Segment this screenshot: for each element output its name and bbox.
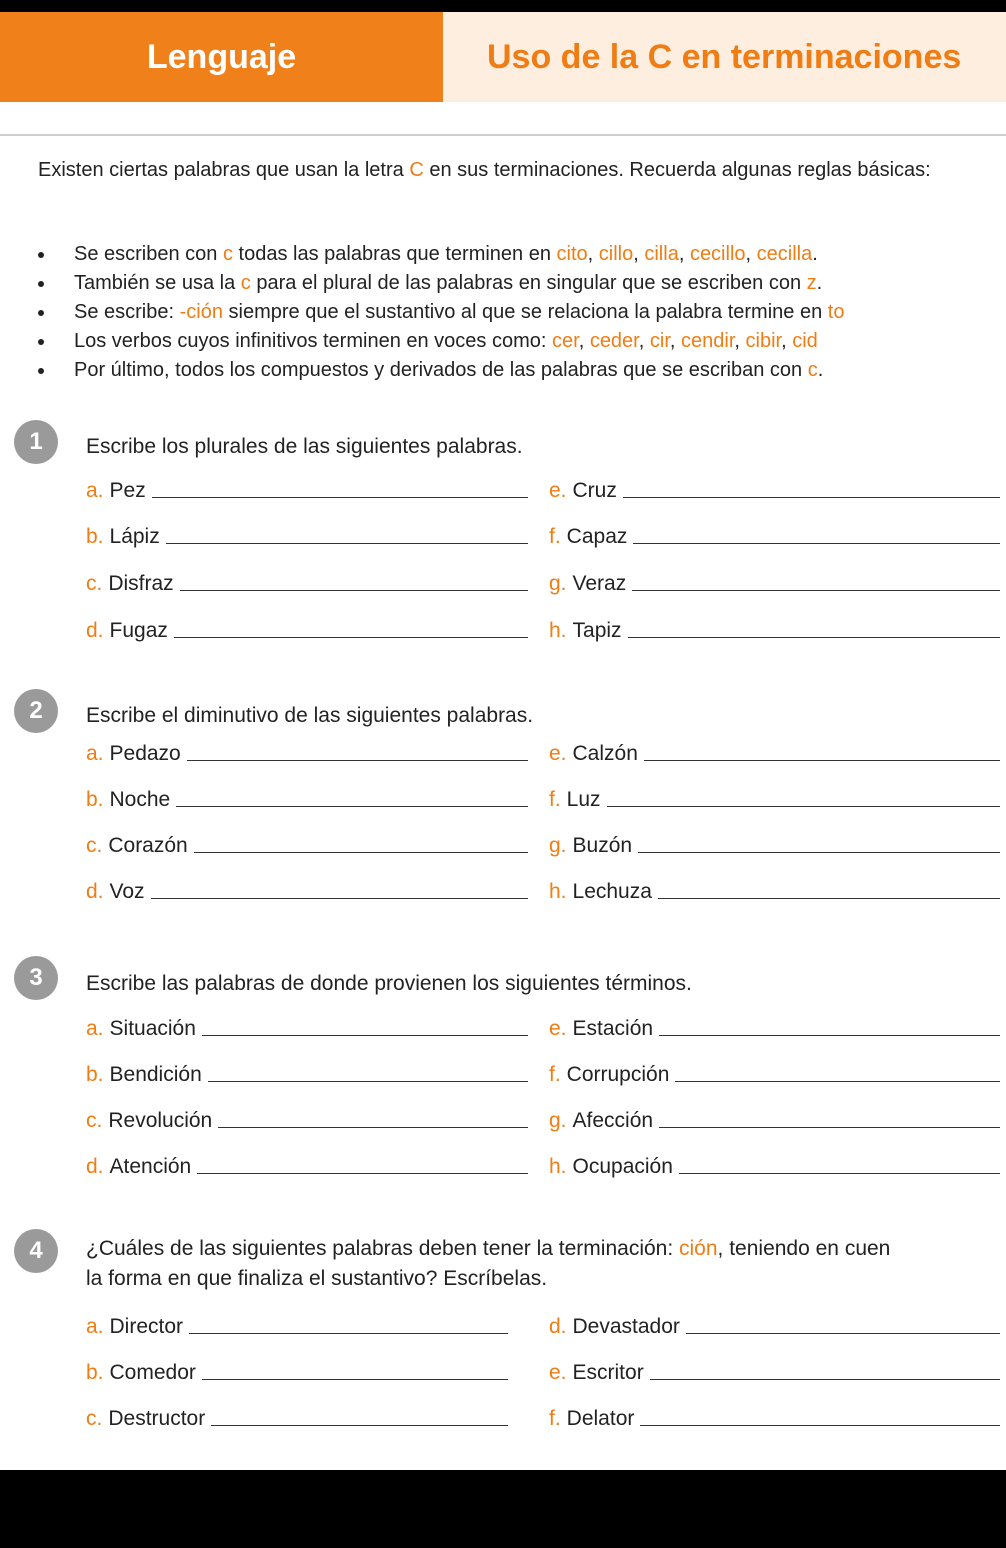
exercise-item — [86, 475, 528, 503]
highlight-text: c — [222, 243, 233, 265]
item-word: Director — [109, 1315, 184, 1338]
item-letter: e. — [549, 742, 567, 765]
item-letter: c. — [86, 1109, 103, 1132]
item-letter: d. — [86, 880, 104, 903]
item-letter: f. — [549, 1063, 561, 1086]
exercise-item — [549, 615, 1000, 643]
item-letter: a. — [86, 479, 104, 502]
exercise-item — [549, 1013, 1000, 1041]
exercise-item — [549, 1311, 1000, 1339]
text-run: , — [734, 330, 746, 352]
subject-banner — [0, 12, 443, 102]
exercise-number-badge: 1 — [14, 420, 58, 464]
item-word: Atención — [109, 1155, 192, 1178]
answer-blank-line[interactable] — [218, 1127, 528, 1128]
item-word: Buzón — [572, 834, 633, 857]
highlight-text: -ción — [179, 301, 223, 323]
intro-highlight-letter: C — [409, 159, 424, 181]
exercise-item — [86, 1105, 528, 1133]
item-word: Fugaz — [109, 619, 168, 642]
item-letter: h. — [549, 1155, 567, 1178]
exercise-item — [86, 830, 528, 858]
item-letter: b. — [86, 1361, 104, 1384]
item-letter: a. — [86, 742, 104, 765]
answer-blank-line[interactable] — [189, 1333, 508, 1334]
answer-blank-line[interactable] — [208, 1081, 528, 1082]
exercise-item — [86, 1151, 528, 1179]
item-word: Lechuza — [572, 880, 652, 903]
exercise-item — [86, 521, 528, 549]
answer-blank-line[interactable] — [659, 1127, 1000, 1128]
exercise-instruction: Escribe los plurales de las siguientes palabras. — [86, 435, 523, 458]
item-word: Corazón — [108, 834, 188, 857]
text-run: , — [578, 330, 590, 352]
item-word: Lápiz — [109, 525, 160, 548]
highlight-text: cecilla — [756, 243, 813, 265]
item-word: Situación — [109, 1017, 196, 1040]
exercise-item — [86, 1013, 528, 1041]
highlight-text: cibir — [745, 330, 782, 352]
exercise-item — [549, 738, 1000, 766]
item-word: Calzón — [572, 742, 638, 765]
answer-blank-line[interactable] — [166, 543, 528, 544]
answer-blank-line[interactable] — [176, 806, 528, 807]
item-letter: d. — [549, 1315, 567, 1338]
text-run: , — [745, 243, 757, 265]
highlight-text: cid — [792, 330, 818, 352]
answer-blank-line[interactable] — [151, 898, 528, 899]
answer-blank-line[interactable] — [658, 898, 1000, 899]
exercise-item — [86, 876, 528, 904]
exercise-item — [86, 1357, 508, 1385]
exercise-item — [549, 1357, 1000, 1385]
highlight-text: ceder — [589, 330, 639, 352]
answer-blank-line[interactable] — [202, 1379, 508, 1380]
text-run: Por último, todos los compuestos y derivados de las palabras que se escriban con — [74, 359, 808, 381]
text-run: Se escriben con — [74, 243, 223, 265]
item-letter: a. — [86, 1017, 104, 1040]
text-run: ¿Cuáles de las siguientes palabras deben tener la terminación: — [86, 1237, 680, 1260]
exercise-item — [86, 784, 528, 812]
item-letter: h. — [549, 880, 567, 903]
text-run: . — [816, 272, 823, 294]
text-run: siempre que el sustantivo al que se relaciona la palabra termine en — [222, 301, 828, 323]
answer-blank-line[interactable] — [659, 1035, 1000, 1036]
answer-blank-line[interactable] — [675, 1081, 1000, 1082]
text-run: , — [587, 243, 599, 265]
item-word: Noche — [109, 788, 171, 811]
answer-blank-line[interactable] — [152, 497, 528, 498]
exercise-item — [549, 1059, 1000, 1087]
item-letter: a. — [86, 1315, 104, 1338]
rule-item — [0, 327, 1006, 356]
exercise-item — [86, 568, 528, 596]
item-letter: f. — [549, 788, 561, 811]
item-word: Disfraz — [108, 572, 174, 595]
item-letter: d. — [86, 1155, 104, 1178]
item-word: Pedazo — [109, 742, 181, 765]
text-run: , — [678, 243, 690, 265]
exercise-item — [549, 876, 1000, 904]
text-run: Los verbos cuyos infinitivos terminen en voces como: — [74, 330, 552, 352]
text-run: para el plural de las palabras en singular que se escriben con — [250, 272, 807, 294]
highlight-text: cer — [552, 330, 579, 352]
item-word: Comedor — [109, 1361, 196, 1384]
exercise-item — [549, 1403, 1000, 1431]
answer-blank-line[interactable] — [644, 760, 1000, 761]
highlight-text: cir — [649, 330, 670, 352]
item-word: Capaz — [566, 525, 628, 548]
item-word: Afección — [572, 1109, 654, 1132]
answer-blank-line[interactable] — [628, 637, 1000, 638]
exercise-item — [549, 568, 1000, 596]
instruction-line-2: la forma en que finaliza el sustantivo? Escríbelas. — [86, 1267, 548, 1290]
exercise-number-badge: 2 — [14, 689, 58, 733]
item-letter: f. — [549, 525, 561, 548]
exercise-item — [549, 475, 1000, 503]
item-word: Cruz — [572, 479, 617, 502]
answer-blank-line[interactable] — [607, 806, 1000, 807]
answer-blank-line[interactable] — [174, 637, 528, 638]
rule-item — [0, 356, 1006, 385]
answer-blank-line[interactable] — [180, 590, 528, 591]
text-run: , — [781, 330, 793, 352]
highlight-text: cendir — [681, 330, 735, 352]
item-word: Luz — [566, 788, 601, 811]
rule-item — [0, 240, 1006, 269]
highlight-text: cito — [556, 243, 588, 265]
exercise-instruction: Escribe las palabras de donde provienen los siguientes términos. — [86, 972, 692, 995]
answer-blank-line[interactable] — [623, 497, 1000, 498]
item-word: Voz — [109, 880, 145, 903]
highlight-text: ción — [679, 1237, 718, 1260]
exercise-item — [549, 521, 1000, 549]
item-letter: h. — [549, 619, 567, 642]
item-letter: c. — [86, 572, 103, 595]
worksheet-page — [0, 12, 1006, 1470]
item-letter: g. — [549, 1109, 567, 1132]
exercise-instruction — [86, 1234, 1006, 1294]
answer-blank-line[interactable] — [194, 852, 528, 853]
item-letter: b. — [86, 1063, 104, 1086]
exercise-item — [86, 615, 528, 643]
item-word: Escritor — [572, 1361, 644, 1384]
text-run: . — [817, 359, 824, 381]
highlight-text: cecillo — [689, 243, 746, 265]
answer-blank-line[interactable] — [686, 1333, 1000, 1334]
answer-blank-line[interactable] — [202, 1035, 528, 1036]
text-run: Se escribe: — [74, 301, 180, 323]
exercise-item — [549, 830, 1000, 858]
item-letter: f. — [549, 1407, 561, 1430]
answer-blank-line[interactable] — [197, 1173, 528, 1174]
item-letter: c. — [86, 1407, 103, 1430]
item-letter: e. — [549, 1361, 567, 1384]
item-word: Devastador — [572, 1315, 680, 1338]
exercise-item — [549, 1105, 1000, 1133]
text-run: , teniendo en cuen — [717, 1237, 891, 1260]
exercise-instruction: Escribe el diminutivo de las siguientes palabras. — [86, 704, 534, 727]
item-word: Estación — [572, 1017, 654, 1040]
text-run: , — [633, 243, 645, 265]
highlight-text: cillo — [598, 243, 634, 265]
exercise-number-badge: 4 — [14, 1229, 58, 1273]
item-word: Bendición — [109, 1063, 202, 1086]
item-word: Corrupción — [566, 1063, 670, 1086]
item-word: Veraz — [572, 572, 627, 595]
answer-blank-line[interactable] — [640, 1425, 1000, 1426]
intro-paragraph — [38, 155, 988, 185]
exercise-item — [86, 1403, 508, 1431]
item-word: Revolución — [108, 1109, 213, 1132]
item-word: Tapiz — [572, 619, 622, 642]
highlight-text: c — [807, 359, 818, 381]
page-title: Uso de la C en terminaciones — [487, 37, 962, 76]
highlight-text: z — [806, 272, 817, 294]
exercise-item — [86, 738, 528, 766]
exercise-item — [86, 1311, 508, 1339]
item-word: Pez — [109, 479, 146, 502]
answer-blank-line[interactable] — [638, 852, 1000, 853]
answer-blank-line[interactable] — [632, 590, 1000, 591]
subject-title: Lenguaje — [146, 37, 297, 76]
exercise-item — [86, 1059, 528, 1087]
answer-blank-line[interactable] — [650, 1379, 1000, 1380]
text-run: todas las palabras que terminen en — [232, 243, 557, 265]
exercise-item — [549, 1151, 1000, 1179]
answer-blank-line[interactable] — [211, 1425, 508, 1426]
rule-item — [0, 298, 1006, 327]
text-run: También se usa la — [74, 272, 241, 294]
intro-text-end: en sus terminaciones. Recuerda algunas reglas básicas: — [423, 159, 931, 181]
item-letter: e. — [549, 479, 567, 502]
answer-blank-line[interactable] — [187, 760, 528, 761]
item-letter: b. — [86, 525, 104, 548]
item-letter: b. — [86, 788, 104, 811]
item-letter: d. — [86, 619, 104, 642]
text-run: , — [638, 330, 650, 352]
exercise-item — [549, 784, 1000, 812]
header-divider — [0, 134, 1006, 136]
item-letter: g. — [549, 572, 567, 595]
exercise-number-badge: 3 — [14, 956, 58, 1000]
item-word: Delator — [566, 1407, 635, 1430]
rule-item — [0, 269, 1006, 298]
item-letter: e. — [549, 1017, 567, 1040]
title-banner — [443, 12, 1006, 102]
item-word: Ocupación — [572, 1155, 673, 1178]
text-run: , — [669, 330, 681, 352]
highlight-text: c — [240, 272, 251, 294]
answer-blank-line[interactable] — [679, 1173, 1000, 1174]
item-letter: g. — [549, 834, 567, 857]
highlight-text: to — [827, 301, 845, 323]
item-letter: c. — [86, 834, 103, 857]
text-run: . — [812, 243, 818, 265]
intro-text-start: Existen ciertas palabras que usan la letra — [38, 159, 410, 181]
item-word: Destructor — [108, 1407, 206, 1430]
rules-list — [0, 240, 1006, 385]
answer-blank-line[interactable] — [633, 543, 1000, 544]
highlight-text: cilla — [644, 243, 679, 265]
